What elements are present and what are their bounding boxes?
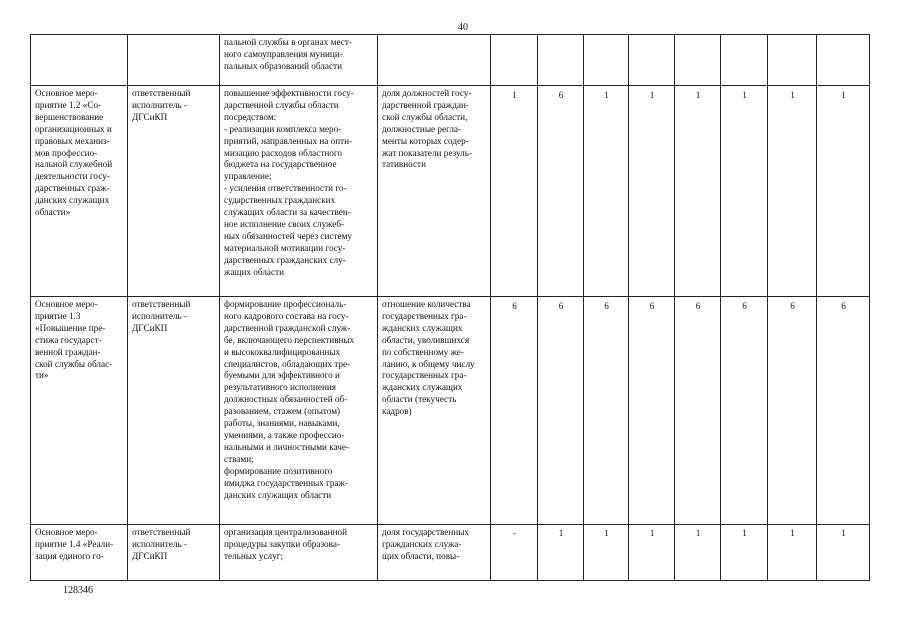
value-cell: 1 (768, 525, 817, 581)
value-cell: 1 (491, 86, 538, 297)
value-cell: 6 (538, 297, 584, 525)
value-cell: 1 (538, 525, 584, 581)
value-cell: 6 (768, 297, 817, 525)
measure-cell: Основное меро- приятие 1.4 «Реали- зация единого го- (31, 525, 128, 581)
document-code: 128346 (63, 585, 93, 596)
value-cell: 1 (629, 86, 675, 297)
value-cell: 1 (721, 525, 768, 581)
value-cell (629, 35, 675, 86)
responsible-cell (128, 35, 220, 86)
program-measures-table (30, 34, 870, 581)
measure-cell: Основное меро- приятие 1.3 «Повышение пре- стижа государст- венной граждан- ской службы облас- ти» (31, 297, 128, 525)
responsible-cell: ответственный исполнитель - ДГСиКП (128, 297, 220, 525)
value-cell: 6 (675, 297, 721, 525)
value-cell (768, 35, 817, 86)
responsible-cell: ответственный исполнитель - ДГСиКП (128, 86, 220, 297)
value-cell: 1 (817, 86, 870, 297)
value-cell (584, 35, 629, 86)
value-cell: 6 (629, 297, 675, 525)
value-cell (538, 35, 584, 86)
table-row (31, 297, 870, 525)
value-cell: 6 (538, 86, 584, 297)
value-cell: 1 (629, 525, 675, 581)
value-cell: 6 (817, 297, 870, 525)
value-cell: 1 (675, 525, 721, 581)
indicator-cell (378, 35, 491, 86)
value-cell: 1 (721, 86, 768, 297)
content-cell: организация централизованной процедуры закупки образова- тельных услуг; (220, 525, 378, 581)
value-cell: 6 (584, 297, 629, 525)
value-cell (675, 35, 721, 86)
value-cell: 6 (721, 297, 768, 525)
content-cell: формирование профессиональ- ного кадрового состава на госу- дарственной гражданской служ- бе, включающего перспективных и высококвалифицированных специалистов, обладающих тре- буемыми для эффективного и результативного исполнения должностных обязанностей об- разованием, стажем (опытом) работы, знаниями, навыками, умениями, а также профессио- нальными и личностными каче- ствами; формирование позитивного имиджа государственных граж- данских служащих области (220, 297, 378, 525)
value-cell: 1 (584, 525, 629, 581)
value-cell: 1 (675, 86, 721, 297)
content-cell: пальной службы в органах мест- ного самоуправления муници- пальных образований области (220, 35, 378, 86)
value-cell: - (491, 525, 538, 581)
table-row (31, 35, 870, 86)
measure-cell (31, 35, 128, 86)
measure-cell: Основное меро- приятие 1.2 «Со- вершенствование организационных и правовых механиз- мов профессио- нальной служебной деятельности госу- дарственных граж- данских служащих области» (31, 86, 128, 297)
value-cell: 1 (768, 86, 817, 297)
value-cell: 1 (584, 86, 629, 297)
table-row (31, 86, 870, 297)
value-cell: 6 (491, 297, 538, 525)
indicator-cell: доля должностей госу- дарственной граждан- ской службы области, должностные регла- менты которых содер- жат показатели резуль- тативности (378, 86, 491, 297)
content-cell: повышение эффективности госу- дарственной службы области посредством: - реализации комплекса меро- приятий, направленных на опти- мизацию расходов областного бюджета на государственное управление; - усиления ответственности го- сударственных гражданских служащих области за качествен- ное исполнение своих служеб- ных обязанностей через систему материальной мотивации госу- дарственных гражданских слу- жащих области (220, 86, 378, 297)
responsible-cell: ответственный исполнитель - ДГСиКП (128, 525, 220, 581)
value-cell (817, 35, 870, 86)
indicator-cell: отношение количества государственных гра- жданских служащих области, уволившихся по собственному же- ланию, к общему числу государственных гра- жданских служащих области (текучесть кадров) (378, 297, 491, 525)
table-row (31, 525, 870, 581)
page-number: 40 (458, 22, 468, 33)
indicator-cell: доля государственных гражданских служа- щих области, повы- (378, 525, 491, 581)
value-cell: 1 (817, 525, 870, 581)
value-cell (491, 35, 538, 86)
value-cell (721, 35, 768, 86)
